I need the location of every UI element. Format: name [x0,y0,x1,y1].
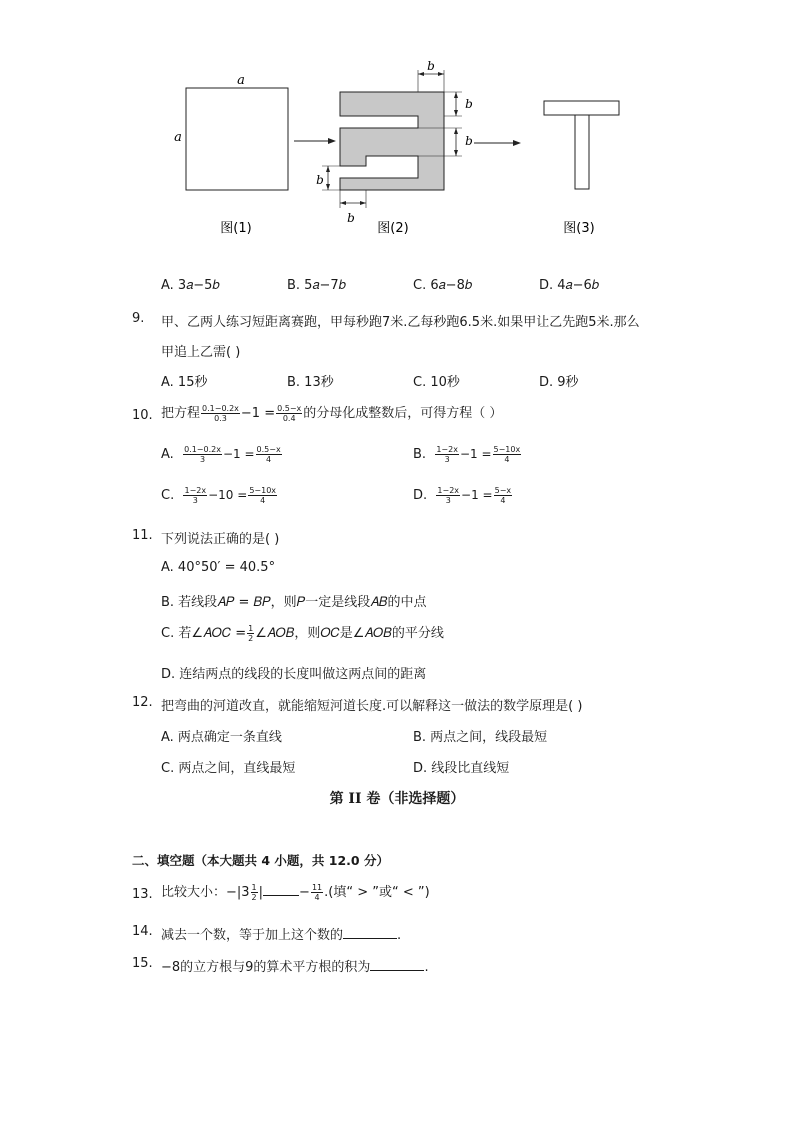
q9-option-d: D. 9秒 [539,375,579,390]
figure-area [0,0,794,250]
q10-option-b: B. $\frac{1-2x}{3}$ −1 = $\frac{5-10x}{4}$ [413,445,521,464]
t-shape-stem [575,115,589,189]
q10-stem-frac1: $\frac{0.1-0.2x}{0.3}$ [202,404,239,423]
square-shape [186,88,288,190]
q14-stem: 减去一个数，等于加上这个数的 . [161,928,402,943]
label-b-right1: b [465,97,473,111]
q8-option-b: B. 5𝑎−7𝑏 [287,278,346,293]
q12-option-b: B. 两点之间，线段最短 [413,730,548,745]
t-shape-top [544,101,619,115]
q10-number: 10. [132,408,153,423]
q9-option-a: A. 15秒 [161,375,208,390]
arrow-2-head [513,140,521,146]
q12-option-c: C. 两点之间，直线最短 [161,761,296,776]
q10-stem-frac2: $\frac{0.5-x}{0.4}$ [277,404,302,423]
q11-option-b: B. 若线段𝐴𝑃 = 𝐵𝑃，则𝑃一定是线段𝐴𝐵的中点 [161,595,427,610]
q8-option-a: A. 3𝑎−5𝑏 [161,278,220,293]
q12-option-d: D. 线段比直线短 [413,761,510,776]
q9-number: 9. [132,311,145,326]
q8-option-d: D. 4𝑎−6𝑏 [539,278,600,293]
z-shape-fill [340,92,444,190]
q10-option-d: D. $\frac{1-2x}{3}$ −1 = $\frac{5-x}{4}$ [413,486,512,505]
q9-stem-line1: 甲、乙两人练习短距离赛跑，甲每秒跑7米.乙每秒跑6.5米.如果甲让乙先跑5米.那么 [161,315,640,330]
caption-fig2: 图(2) [377,221,409,236]
q11-option-c: C. 若∠𝐴𝑂𝐶 = $\frac{1}{2}$ ∠𝐴𝑂𝐵，则𝑂𝐶是∠𝐴𝑂𝐵的平分线 [161,624,444,643]
q13-answer-blank[interactable] [263,883,299,896]
label-a-top: a [237,73,245,88]
q12-option-a: A. 两点确定一条直线 [161,730,282,745]
caption-fig1: 图(1) [220,221,252,236]
q10-stem-post: 的分母化成整数后，可得方程（ ） [303,406,503,421]
q13-number: 13. [132,887,153,902]
q8-option-c: C. 6𝑎−8𝑏 [413,278,473,293]
q13-stem: 比较大小：−|3 $\frac{1}{2}$ | − $\frac{11}{4}$ .(填“ > ”或“ < ”) [161,883,430,902]
label-b-top: b [427,59,435,73]
q12-number: 12. [132,695,153,710]
q10-stem [161,402,502,423]
label-a-left: a [174,130,182,145]
q10-stem-mid: −1 = [240,406,276,421]
q14-answer-blank[interactable] [343,926,397,939]
q11-stem: 下列说法正确的是( ) [161,532,280,547]
q10-option-c: C. $\frac{1-2x}{3}$ −10 = $\frac{5-10x}{4}$ [161,486,277,505]
part-2-heading: 二、填空题（本大题共 4 小题，共 12.0 分） [132,853,389,868]
q15-answer-blank[interactable] [370,958,424,971]
q10-option-a: A. $\frac{0.1-0.2x}{3}$ −1 = $\frac{0.5-x}{4}$ [161,445,281,464]
q11-number: 11. [132,528,153,543]
q12-stem: 把弯曲的河道改直，就能缩短河道长度.可以解释这一做法的数学原理是( ) [161,699,583,714]
label-b-right2: b [465,134,473,148]
q11-option-a: A. 40°50′ = 40.5° [161,560,276,575]
q9-stem-line2: 甲追上乙需( ) [161,345,241,360]
q15-number: 15. [132,956,153,971]
arrow-1-head [328,138,336,144]
q14-number: 14. [132,924,153,939]
q15-stem: −8的立方根与9的算术平方根的积为 . [161,960,429,975]
caption-fig3: 图(3) [563,221,595,236]
q9-option-c: C. 10秒 [413,375,460,390]
label-b-left: b [316,173,324,187]
q11-option-d: D. 连结两点的线段的长度叫做这两点间的距离 [161,667,427,682]
q10-stem-pre: 把方程 [161,406,201,421]
section-2-title: 第 II 卷（非选择题） [329,791,465,807]
label-b-bottom: b [347,211,355,225]
q9-option-b: B. 13秒 [287,375,334,390]
